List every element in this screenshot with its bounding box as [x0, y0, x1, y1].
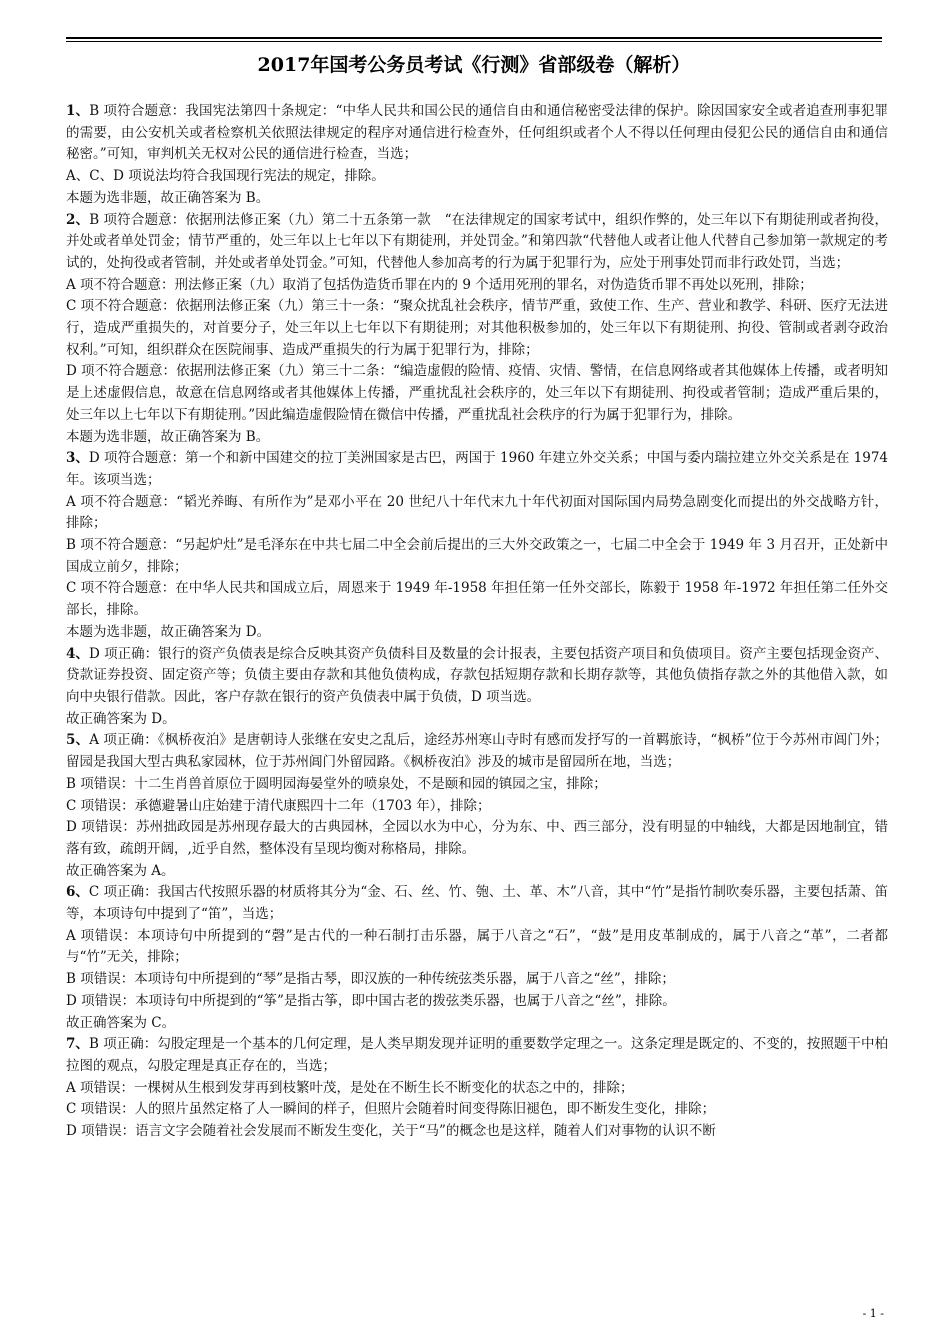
question-paragraph	[66, 730, 888, 773]
explanation-paragraph	[66, 709, 888, 731]
paragraph-text: A 项不符合题意：刑法修正案（九）取消了包括伪造货币罪在内的 9 个适用死刑的罪名，对伪造货币罪不再处以死刑，排除；	[66, 276, 813, 293]
paragraph-text: A、C、D 项说法均符合我国现行宪法的规定，排除。	[66, 168, 385, 185]
paragraph-text: B 项不符合题意：“另起炉灶”是毛泽东在中共七届二中全会前后提出的三大外交政策之一，七届二中全会于 1949 年 3 月召开，正处新中国成立前夕，排除；	[66, 537, 888, 575]
paragraph-text: C 项不符合题意：依据刑法修正案（九）第三十一条：“聚众扰乱社会秩序，情节严重，致使工作、生产、营业和教学、科研、医疗无法进行，造成严重损失的，对首要分子，处三年以上七年以下有期徒刑；对其他积极参加的，处三年以下有期徒刑、拘役、管制或者剥夺政治权利。”可知，组织群众在医院闹事、造成严重损失的行为属于犯罪行为，排除；	[66, 298, 888, 358]
header-rule	[66, 37, 882, 39]
explanation-paragraph	[66, 427, 888, 449]
question-paragraph	[66, 644, 888, 709]
explanation-paragraph	[66, 535, 888, 578]
paragraph-text: 本题为选非题，故正确答案为 D。	[66, 623, 271, 640]
paragraph-text: D 项不符合题意：依据刑法修正案（九）第三十二条：“编造虚假的险情、疫情、灾情、警情，在信息网络或者其他媒体上传播，或者明知是上述虚假信息，故意在信息网络或者其他媒体上传播，严重扰乱社会秩序的，处三年以下有期徒刑、拘役或者管制；造成严重后果的，处三年以上七年以下有期徒刑。”因此编造虚假险情在微信中传播，严重扰乱社会秩序的行为属于犯罪行为，排除。	[66, 363, 888, 423]
explanation-paragraph	[66, 969, 888, 991]
explanation-paragraph	[66, 622, 888, 644]
explanation-paragraph	[66, 796, 888, 818]
paragraph-text: A 项不符合题意：“韬光养晦、有所作为”是邓小平在 20 世纪八十年代末九十年代初面对国际国内局势急剧变化而提出的外交战略方针，排除；	[66, 493, 888, 532]
paragraph-text: 本题为选非题，故正确答案为 B。	[66, 428, 270, 445]
header-rule-thin	[66, 41, 882, 42]
explanation-paragraph	[66, 926, 888, 969]
paragraph-text: 故正确答案为 D。	[66, 710, 176, 727]
paragraph-text: D 项错误：本项诗句中所提到的“筝”是指古筝，即中国古老的拨弦类乐器，也属于八音之“丝”，排除。	[66, 992, 676, 1009]
explanation-paragraph	[66, 578, 888, 621]
question-number: 6、	[66, 884, 89, 901]
question-paragraph	[66, 101, 888, 166]
paragraph-text: 本题为选非题，故正确答案为 B。	[66, 189, 270, 206]
paragraph-text: 故正确答案为 A。	[66, 862, 175, 879]
explanation-paragraph	[66, 817, 888, 860]
paragraph-text: B 项错误：十二生肖兽首原位于圆明园海晏堂外的喷泉处，不是颐和园的镇园之宝，排除；	[66, 775, 607, 792]
page-title: 2017年国考公务员考试《行测》省部级卷（解析）	[257, 54, 691, 76]
paragraph-text: D 项错误：苏州拙政园是苏州现存最大的古典园林，全园以水为中心，分为东、中、西三部分，没有明显的中轴线，大都是因地制宜，错落有致，疏朗开阔，,近乎自然，整体没有呈现均衡对称格局，排除。	[66, 819, 888, 857]
paragraph-text: B 项错误：本项诗句中所提到的“琴”是指古琴，即汉族的一种传统弦类乐器，属于八音之“丝”，排除；	[66, 971, 675, 988]
paragraph-text: B 项正确：勾股定理是一个基本的几何定理，是人类早期发现并证明的重要数学定理之一。这条定理是既定的、不变的，按照题干中柏拉图的观点，勾股定理是真正存在的，当选；	[66, 1036, 888, 1074]
question-paragraph	[66, 448, 888, 491]
explanation-paragraph	[66, 774, 888, 796]
question-number: 1、	[66, 103, 90, 119]
paragraph-text: C 项正确：我国古代按照乐器的材质将其分为“金、石、丝、竹、匏、土、革、木”八音，其中“竹”是指竹制吹奏乐器，主要包括萧、笛等，本项诗句中提到了“笛”，当选；	[66, 884, 888, 923]
explanation-paragraph	[66, 166, 888, 188]
explanation-paragraph	[66, 861, 888, 883]
question-paragraph	[66, 1034, 888, 1077]
paragraph-text: B 项符合题意：我国宪法第四十条规定：“中华人民共和国公民的通信自由和通信秘密受法律的保护。除因国家安全或者追查刑事犯罪的需要，由公安机关或者检察机关依照法律规定的程序对通信进行检查外，任何组织或者个人不得以任何理由侵犯公民的通信自由和通信秘密。”可知，审判机关无权对公民的通信进行检查，当选；	[66, 103, 888, 163]
explanation-paragraph	[66, 991, 888, 1013]
question-number: 7、	[66, 1036, 89, 1053]
explanation-paragraph	[66, 275, 888, 297]
paragraph-text: A 项正确：《枫桥夜泊》是唐朝诗人张继在安史之乱后，途经苏州寒山寺时有感而发抒写的一首羁旅诗，“枫桥”位于今苏州市阊门外；留园是我国大型古典私家园林，位于苏州阊门外留园路。《枫桥夜泊》涉及的城市是留园所在地，当选；	[66, 732, 889, 771]
document-body	[66, 101, 888, 1143]
question-number: 4、	[66, 645, 89, 662]
paragraph-text: 故正确答案为 C。	[66, 1014, 176, 1031]
explanation-paragraph	[66, 492, 888, 535]
paragraph-text: B 项符合题意：依据刑法修正案（九）第二十五条第一款 “在法律规定的国家考试中，组织作弊的，处三年以下有期徒刑或者拘役，并处或者单处罚金；情节严重的，处三年以上七年以下有期徒刑，并处罚金。”和第四款“代替他人或者让他人代替自己参加第一款规定的考试的，处拘役或者管制，并处或者单处罚金。”可知，代替他人参加高考的行为属于犯罪行为，应处于刑事处罚而非行政处罚，当选；	[66, 211, 888, 271]
paragraph-text: C 项错误：承德避暑山庄始建于清代康熙四十二年（1703 年），排除；	[66, 797, 491, 814]
explanation-paragraph	[66, 1013, 888, 1035]
paragraph-text: D 项正确：银行的资产负债表是综合反映其资产负债科目及数量的会计报表，主要包括资产项目和负债项目。资产主要包括现金资产、贷款证券投资、固定资产等；负债主要由存款和其他负债构成，存款包括短期存款和长期存款等，其他负债指存款之外的其他借入款，如向中央银行借款。因此，客户存款在银行的资产负债表中属于负债，D 项当选。	[66, 645, 888, 705]
question-paragraph	[66, 882, 888, 925]
explanation-paragraph	[66, 1121, 888, 1143]
explanation-paragraph	[66, 296, 888, 361]
paragraph-text: C 项不符合题意：在中华人民共和国成立后，周恩来于 1949 年-1958 年担任第一任外交部长，陈毅于 1958 年-1972 年担任第二任外交部长，排除。	[66, 580, 888, 619]
paragraph-text: D 项符合题意：第一个和新中国建交的拉丁美洲国家是古巴，两国于 1960 年建立外交关系；中国与委内瑞拉建立外交关系是在 1974 年。该项当选；	[66, 450, 888, 488]
page-number: - 1 -	[862, 1307, 884, 1320]
paragraph-text: A 项错误：一棵树从生根到发芽再到枝繁叶茂，是处在不断生长不断变化的状态之中的，排除；	[66, 1079, 634, 1096]
explanation-paragraph	[66, 1078, 888, 1100]
paragraph-text: D 项错误：语言文字会随着社会发展而不断发生变化，关于“马”的概念也是这样，随着人们对事物的认识不断	[66, 1123, 716, 1140]
paragraph-text: C 项错误：人的照片虽然定格了人一瞬间的样子，但照片会随着时间变得陈旧褪色，即不断发生变化，排除；	[66, 1101, 716, 1118]
question-number: 5、	[66, 732, 90, 749]
question-paragraph	[66, 210, 888, 275]
explanation-paragraph	[66, 188, 888, 210]
question-number: 2、	[66, 211, 90, 228]
question-number: 3、	[66, 450, 89, 467]
explanation-paragraph	[66, 1099, 888, 1121]
explanation-paragraph	[66, 361, 888, 426]
paragraph-text: A 项错误：本项诗句中所提到的“磬”是古代的一种石制打击乐器，属于八音之“石”，“鼓”是用皮革制成的，属于八音之“革”，二者都与“竹”无关，排除；	[66, 927, 888, 966]
